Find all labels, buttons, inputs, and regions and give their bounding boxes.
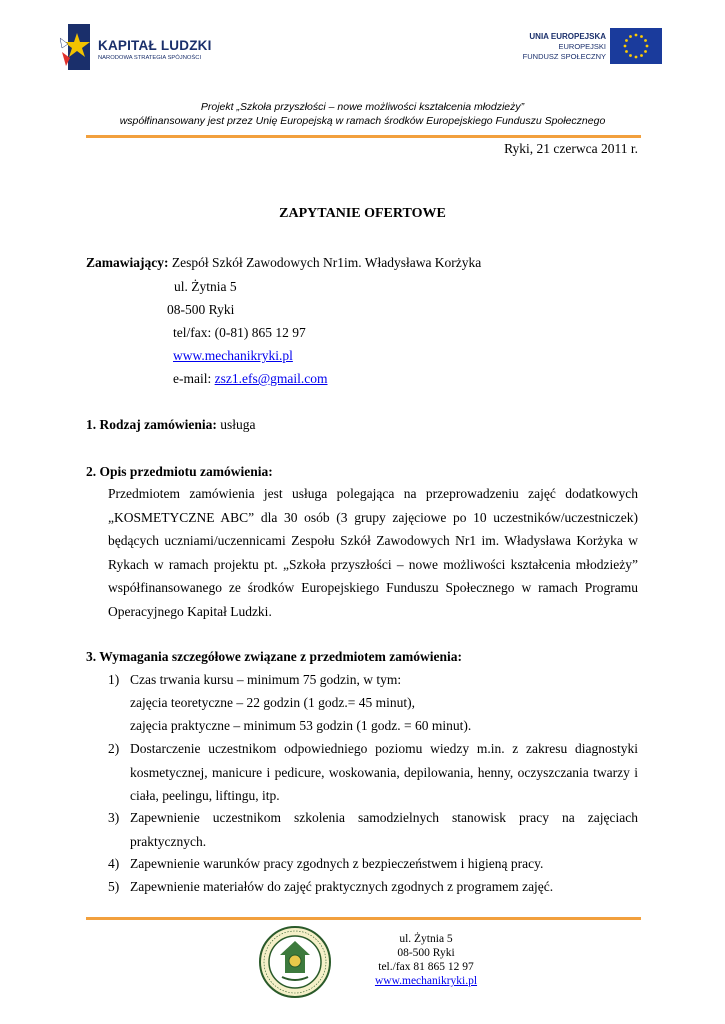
section-3-heading: 3. Wymagania szczegółowe związane z przedmiotem zamówienia:	[86, 649, 463, 664]
eu-star-icon	[640, 35, 643, 38]
footer-address	[356, 932, 496, 988]
item-1-number: 1)	[108, 672, 120, 687]
header-divider	[86, 135, 641, 138]
footer-city: 08-500 Ryki	[397, 947, 455, 959]
item-2-line: ciała, peelingu, liftingu, itp.	[130, 788, 280, 803]
item-4-number: 4)	[108, 856, 120, 871]
kapital-ludzki-logo	[60, 22, 230, 74]
section-1-value: usługa	[216, 417, 256, 432]
item-2-line: Dostarczenie uczestnikom odpowiedniego poziomu wiedzy m.in. z zakresu diagnostyki	[130, 741, 638, 756]
eu-star-icon	[625, 39, 628, 42]
footer-divider	[86, 917, 641, 920]
section-2-line: Rykach w ramach projektu pt. „Szkoła przyszłości – nowe możliwości kształcenia młodzieży”	[108, 556, 638, 572]
kapital-ludzki-title: KAPITAŁ LUDZKI	[98, 38, 212, 53]
orderer-email-label: e-mail:	[173, 371, 215, 386]
footer-street: ul. Żytnia 5	[399, 933, 453, 945]
eu-star-icon	[625, 50, 628, 53]
item-5-line: Zapewnienie materiałów do zajęć praktycznych zgodnych z programem zajęć.	[130, 879, 554, 894]
eu-flag-icon	[610, 28, 662, 64]
eu-star-icon	[640, 54, 643, 57]
item-3-body	[130, 806, 638, 853]
item-2-number: 2)	[108, 741, 120, 756]
orderer-website-link[interactable]: www.mechanikryki.pl	[173, 348, 293, 363]
item-1-line: zajęcia teoretyczne – 22 godzin (1 godz.= 45 minut),	[130, 695, 416, 710]
eu-star-icon	[635, 56, 638, 59]
item-2-line: kosmetycznej, manicure i pedicure, woskowania, depilowania, henny, oczyszczania twarzy i	[130, 764, 638, 780]
eu-fund-logo	[508, 24, 668, 72]
section-1-heading: 1. Rodzaj zamówienia:	[86, 417, 217, 432]
orderer-label: Zamawiający:	[86, 255, 169, 270]
kapital-ludzki-subtitle: NARODOWA STRATEGIA SPÓJNOŚCI	[98, 55, 202, 61]
item-1-line: Czas trwania kursu – minimum 75 godzin, w tym:	[130, 672, 402, 687]
item-4-line: Zapewnienie warunków pracy zgodnych z bezpieczeństwem i higieną pracy.	[130, 856, 544, 871]
eu-star-icon	[629, 54, 632, 57]
eu-star-icon	[629, 35, 632, 38]
orderer-street: ul. Żytnia 5	[174, 279, 237, 294]
footer-phone: tel./fax 81 865 12 97	[378, 961, 474, 973]
section-1	[86, 417, 255, 433]
eu-star-icon	[635, 34, 638, 37]
section-2-line: współfinansowanego ze środków Europejskiego Funduszu Społecznego w ramach Programu	[108, 580, 638, 595]
orderer-phone: tel/fax: (0-81) 865 12 97	[173, 325, 306, 340]
eu-logo-line3: FUNDUSZ SPOŁECZNY	[522, 52, 606, 61]
eu-logo-line2: EUROPEJSKI	[558, 42, 606, 51]
item-3-line: Zapewnienie uczestnikom szkolenia samodzielnych stanowisk pracy na zajęciach	[130, 810, 638, 825]
item-1-line: zajęcia praktyczne – minimum 53 godzin (1 godz. = 60 minut).	[130, 718, 472, 733]
item-3-line: praktycznych.	[130, 833, 207, 849]
school-seal-icon	[258, 925, 332, 999]
orderer-line	[86, 255, 481, 271]
eu-star-icon	[644, 50, 647, 53]
eu-star-icon	[646, 45, 649, 48]
section-2-line: Przedmiotem zamówienia jest usługa polegająca na przeprowadzeniu zajęć dodatkowych	[108, 486, 638, 501]
project-line-2: współfinansowany jest przez Unię Europejską w ramach środków Europejskiego Funduszu Społecznego	[119, 115, 606, 127]
item-2-body	[130, 737, 638, 808]
section-2-line: Operacyjnego Kapitał Ludzki.	[108, 603, 272, 619]
document-date: Ryki, 21 czerwca 2011 r.	[504, 141, 638, 156]
section-2-line: będących uczniami/uczennicami Zespołu Szkół Zawodowych Nr1 im. Władysława Korżyka w	[108, 533, 638, 548]
project-line-1: Projekt „Szkoła przyszłości – nowe możliwości kształcenia młodzieży”	[200, 101, 525, 113]
eu-star-icon	[644, 39, 647, 42]
item-5-number: 5)	[108, 879, 120, 894]
section-2-heading: 2. Opis przedmiotu zamówienia:	[86, 464, 273, 479]
eu-logo-line1: UNIA EUROPEJSKA	[529, 32, 606, 41]
orderer-email-line	[173, 371, 328, 387]
section-2-body	[108, 482, 638, 623]
orderer-name: Zespół Szkół Zawodowych Nr1im. Władysława Korżyka	[171, 255, 482, 270]
eu-star-icon	[624, 45, 627, 48]
section-2-line: „KOSMETYCZNE ABC” dla 30 osób (3 grupy zajęciowe po 10 uczestników/uczestniczek)	[108, 509, 638, 525]
orderer-email-link[interactable]: zsz1.efs@gmail.com	[214, 371, 328, 386]
project-header	[60, 100, 665, 128]
orderer-city: 08-500 Ryki	[167, 302, 235, 317]
footer-website-link[interactable]: www.mechanikryki.pl	[374, 975, 478, 987]
kapital-ludzki-emblem-icon	[60, 22, 94, 72]
document-title: ZAPYTANIE OFERTOWE	[279, 206, 446, 221]
item-3-number: 3)	[108, 810, 120, 825]
